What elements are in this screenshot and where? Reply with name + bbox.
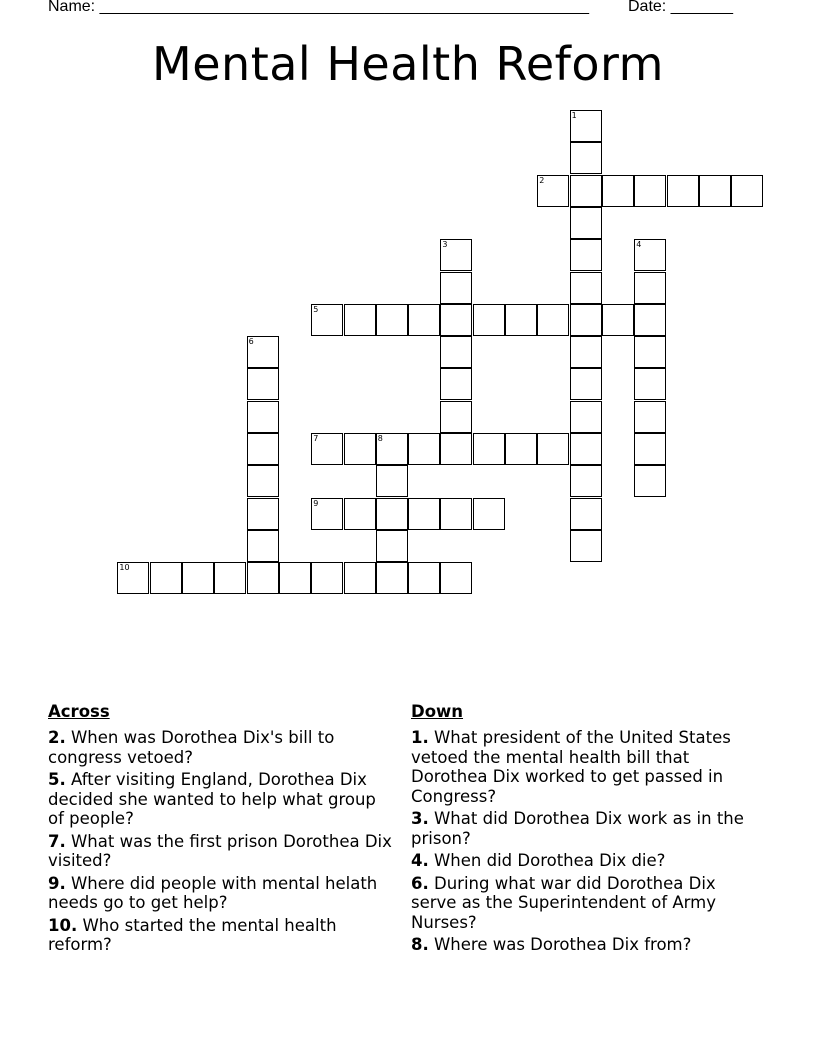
clue-number: 3. [411,809,429,828]
down-clues-section [411,702,756,958]
crossword-cell[interactable] [570,498,602,530]
clue-text: What did Dorothea Dix work as in the prison? [411,809,744,848]
crossword-cell[interactable] [440,498,472,530]
page-title: Mental Health Reform [152,37,664,91]
crossword-cell[interactable] [150,562,182,594]
across-clues-section [48,702,393,958]
clue-number: 7. [48,831,66,851]
crossword-cell[interactable] [440,433,472,465]
clue-number: 8. [411,935,429,954]
clue-down-6 [411,874,756,933]
clue-across-10 [48,916,393,955]
clue-text: Who started the mental health reform? [48,915,337,954]
cell-number: 1 [571,111,577,120]
crossword-cell[interactable] [570,336,602,368]
crossword-cell[interactable] [602,304,634,336]
crossword-cell[interactable] [634,336,666,368]
crossword-cell[interactable] [408,562,440,594]
crossword-cell[interactable] [570,401,602,433]
clue-number: 4. [411,851,429,870]
crossword-cell[interactable] [440,401,472,433]
crossword-cell[interactable] [537,304,569,336]
crossword-cell[interactable] [214,562,246,594]
clue-number: 2. [48,728,66,747]
crossword-cell[interactable] [376,465,408,497]
crossword-cell[interactable] [247,530,279,562]
crossword-cell[interactable] [699,175,731,207]
crossword-cell[interactable] [311,498,343,530]
down-heading: Down [411,702,464,721]
clue-number: 10. [48,915,78,935]
crossword-cell[interactable] [376,530,408,562]
crossword-cell[interactable] [570,272,602,304]
crossword-cell[interactable] [505,433,537,465]
clue-text: What was the first prison Dorothea Dix visited? [48,831,392,870]
crossword-cell[interactable] [731,175,763,207]
crossword-cell[interactable] [247,465,279,497]
clue-number: 5. [48,770,66,789]
across-heading: Across [48,702,110,721]
date-field-label[interactable]: Date: _______ [628,0,733,15]
cell-number: 8 [377,434,383,443]
crossword-cell[interactable] [667,175,699,207]
crossword-cell[interactable] [473,433,505,465]
crossword-cell[interactable] [247,368,279,400]
crossword-cell[interactable] [634,465,666,497]
clue-text: Where was Dorothea Dix from? [428,935,692,954]
crossword-cell[interactable] [570,110,602,142]
crossword-cell[interactable] [376,498,408,530]
crossword-cell[interactable] [570,175,602,207]
crossword-cell[interactable] [344,498,376,530]
crossword-cell[interactable] [247,433,279,465]
crossword-cell[interactable] [570,304,602,336]
crossword-cell[interactable] [634,433,666,465]
crossword-cell[interactable] [344,562,376,594]
crossword-cell[interactable] [311,304,343,336]
clue-down-8 [411,935,756,955]
clue-across-2 [48,728,393,767]
crossword-cell[interactable] [570,433,602,465]
crossword-cell[interactable] [440,239,472,271]
crossword-cell[interactable] [505,304,537,336]
crossword-cell[interactable] [311,562,343,594]
crossword-cell[interactable] [473,498,505,530]
crossword-cell[interactable] [247,336,279,368]
crossword-cell[interactable] [440,368,472,400]
crossword-cell[interactable] [247,498,279,530]
crossword-cell[interactable] [247,401,279,433]
clue-text: During what war did Dorothea Dix serve as the Superintendent of Army Nurses? [411,873,716,932]
clue-text: When did Dorothea Dix die? [428,851,666,870]
cell-number: 10 [119,563,130,573]
cell-number: 7 [313,434,319,443]
crossword-cell[interactable] [247,562,279,594]
crossword-cell[interactable] [634,175,666,207]
crossword-cell[interactable] [408,433,440,465]
crossword-cell[interactable] [634,239,666,271]
crossword-cell[interactable] [376,562,408,594]
crossword-cell[interactable] [570,465,602,497]
cell-number: 9 [313,498,319,508]
crossword-cell[interactable] [182,562,214,594]
crossword-cell[interactable] [440,272,472,304]
cell-number: 5 [313,304,319,314]
crossword-cell[interactable] [279,562,311,594]
name-field-label[interactable]: Name: _______________________________________________________ [48,0,589,15]
crossword-cell[interactable] [440,304,472,336]
crossword-cell[interactable] [376,433,408,465]
clue-down-1 [411,728,756,806]
crossword-cell[interactable] [570,530,602,562]
clue-down-4 [411,851,756,871]
cell-number: 3 [442,240,448,250]
clue-text: When was Dorothea Dix's bill to congress vetoed? [48,728,335,767]
crossword-cell[interactable] [311,433,343,465]
clue-down-3 [411,809,756,848]
crossword-cell[interactable] [634,272,666,304]
crossword-cell[interactable] [344,304,376,336]
clue-number: 6. [411,873,429,893]
crossword-cell[interactable] [376,304,408,336]
crossword-cell[interactable] [117,562,149,594]
crossword-cell[interactable] [634,401,666,433]
clue-across-5 [48,770,393,829]
cell-number: 4 [636,240,642,250]
crossword-cell[interactable] [570,368,602,400]
crossword-cell[interactable] [602,175,634,207]
crossword-cell[interactable] [634,368,666,400]
crossword-cell[interactable] [537,175,569,207]
clue-number: 9. [48,873,66,893]
crossword-cell[interactable] [344,433,376,465]
cell-number: 2 [539,175,545,185]
crossword-cell[interactable] [408,498,440,530]
clue-across-7 [48,832,393,871]
clue-number: 1. [411,728,429,747]
clue-text: What president of the United States vetoed the mental health bill that Dorothea Dix worked to get passed in Congress? [411,728,731,806]
crossword-cell[interactable] [537,433,569,465]
clue-text: Where did people with mental helath needs go to get help? [48,873,378,912]
crossword-cell[interactable] [440,562,472,594]
crossword-cell[interactable] [634,304,666,336]
cell-number: 6 [248,337,254,347]
clue-text: After visiting England, Dorothea Dix decided she wanted to help what group of people? [48,770,376,828]
crossword-cell[interactable] [570,142,602,174]
crossword-cell[interactable] [570,239,602,271]
clue-across-9 [48,874,393,913]
crossword-cell[interactable] [408,304,440,336]
crossword-cell[interactable] [570,207,602,239]
crossword-cell[interactable] [473,304,505,336]
crossword-cell[interactable] [440,336,472,368]
